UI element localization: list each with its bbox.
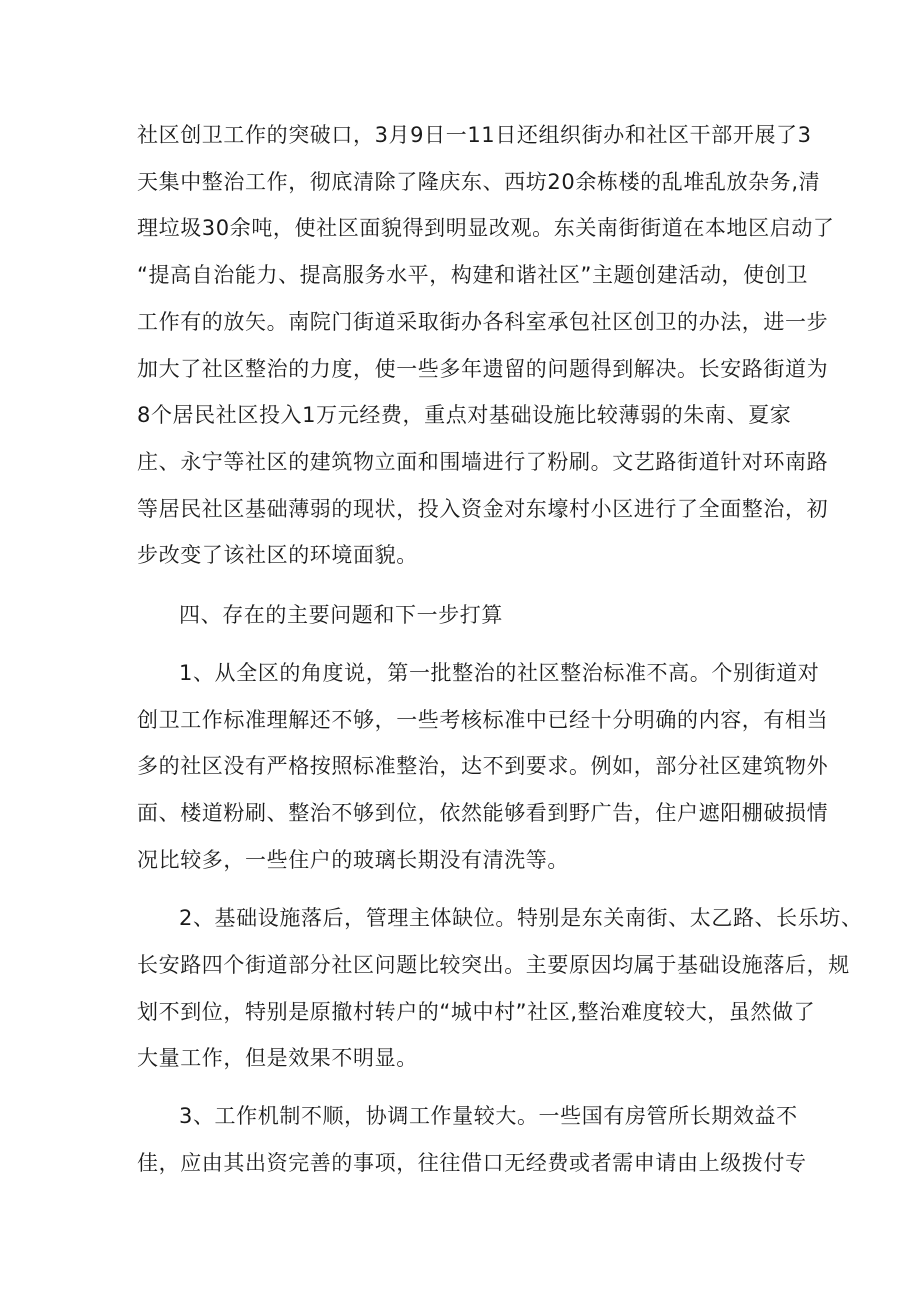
- text-line: 社区创卫工作的突破口，3月9日一11日还组织街办和社区干部开展了3: [137, 123, 812, 147]
- text-line: 庄、永宁等社区的建筑物立面和围墙进行了粉刷。文艺路街道针对环南路: [137, 450, 829, 474]
- text-line: 创卫工作标准理解还不够，一些考核标准中已经十分明确的内容，有相当: [137, 708, 829, 732]
- text-line: 佳，应由其出资完善的事项，往往借口无经费或者需申请由上级拨付专: [137, 1151, 807, 1175]
- text-line: “提高自治能力、提高服务水平，构建和谐社区”主题创建活动，使创卫: [137, 263, 808, 287]
- text-line: 3、工作机制不顺，协调工作量较大。一些国有房管所长期效益不: [179, 1104, 798, 1128]
- text-line: 况比较多，一些住户的玻璃长期没有清洗等。: [137, 848, 569, 872]
- text-line: 划不到位，特别是原撤村转户的“城中村”社区,整治难度较大，虽然做了: [137, 1000, 816, 1024]
- section-heading: 四、存在的主要问题和下一步打算: [179, 603, 503, 627]
- text-line: 理垃圾30余吨，使社区面貌得到明显改观。东关南街街道在本地区启动了: [137, 216, 835, 240]
- text-line: 多的社区没有严格按照标准整治，达不到要求。例如，部分社区建筑物外: [137, 754, 829, 778]
- text-line: 步改变了该社区的环境面貌。: [137, 543, 418, 567]
- text-line: 加大了社区整治的力度，使一些多年遗留的问题得到解决。长安路街道为: [137, 357, 829, 381]
- text-line: 1、从全区的角度说，第一批整治的社区整治标准不高。个别街道对: [179, 661, 820, 685]
- text-line: 等居民社区基础薄弱的现状，投入资金对东壕村小区进行了全面整治，初: [137, 497, 829, 521]
- text-line: 大量工作，但是效果不明显。: [137, 1046, 418, 1070]
- text-line: 2、基础设施落后，管理主体缺位。特别是东关南街、太乙路、长乐坊、: [179, 906, 863, 930]
- text-line: 工作有的放矢。南院门街道采取街办各科室承包社区创卫的办法，进一步: [137, 310, 829, 334]
- text-line: 面、楼道粉刷、整治不够到位，依然能够看到野广告，住户遮阳棚破损情: [137, 801, 829, 825]
- text-line: 8个居民社区投入1万元经费，重点对基础设施比较薄弱的朱南、夏家: [137, 403, 792, 427]
- text-line: 长安路四个街道部分社区问题比较突出。主要原因均属于基础设施落后，规: [137, 953, 850, 977]
- text-line: 天集中整治工作，彻底清除了隆庆东、西坊20余栋楼的乱堆乱放杂务,清: [137, 170, 821, 194]
